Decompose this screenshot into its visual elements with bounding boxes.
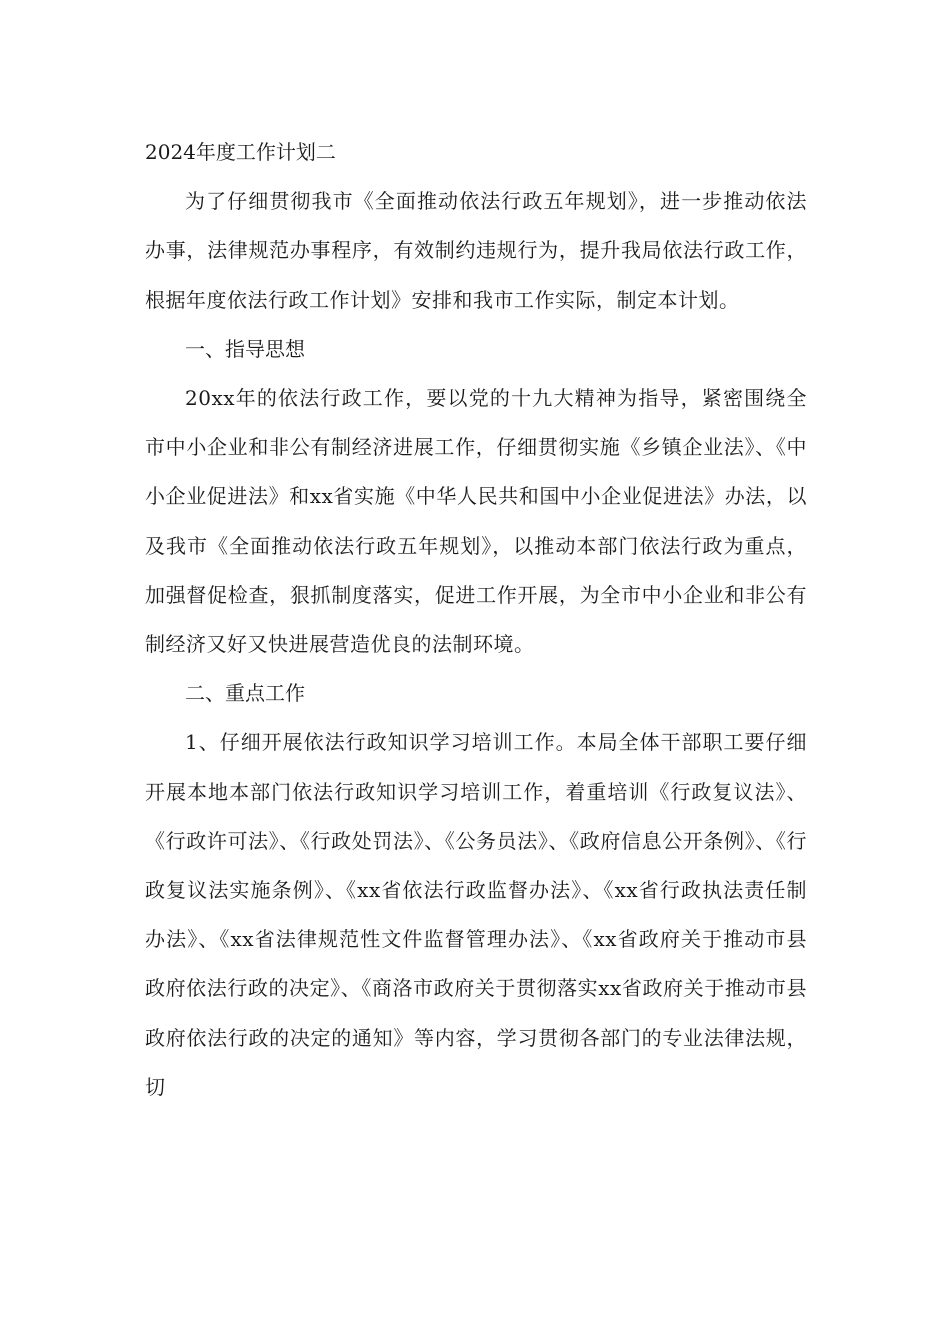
guiding-ideology-paragraph: 20xx年的依法行政工作，要以党的十九大精神为指导，紧密围绕全市中小企业和非公有制经济进展工作，仔细贯彻实施《乡镇企业法》、《中小企业促进法》和xx省实施《中华人民共和国中小企业促进法》办法，以及我市《全面推动依法行政五年规划》，以推动本部门依法行政为重点，加强督促检查，狠抓制度落实，促进工作开展，为全市中小企业和非公有制经济又好又快进展营造优良的法制环境。 <box>145 386 807 657</box>
section-heading-key-work: 二、重点工作 <box>185 681 305 706</box>
key-work-item-1-paragraph: 1、仔细开展依法行政知识学习培训工作。本局全体干部职工要仔细开展本地本部门依法行政知识学习培训工作，着重培训《行政复议法》、《行政许可法》、《行政处罚法》、《公务员法》、《政府信息公开条例》、《行政复议法实施条例》、《xx省依法行政监督办法》、《xx省行政执法责任制办法》、《xx省法律规范性文件监督管理办法》、《xx省政府关于推动市县政府依法行政的决定》、《商洛市政府关于贯彻落实xx省政府关于推动市县政府依法行政的决定的通知》等内容，学习贯彻各部门的专业法律法规，切 <box>145 730 807 1099</box>
intro-paragraph: 为了仔细贯彻我市《全面推动依法行政五年规划》，进一步推动依法办事，法律规范办事程序，有效制约违规行为，提升我局依法行政工作，根据年度依法行政工作计划》安排和我市工作实际，制定本计划。 <box>145 189 807 312</box>
document-page <box>145 128 807 1112</box>
document-title: 2024年度工作计划二 <box>145 140 336 164</box>
section-heading-guiding-ideology: 一、指导思想 <box>185 336 305 361</box>
